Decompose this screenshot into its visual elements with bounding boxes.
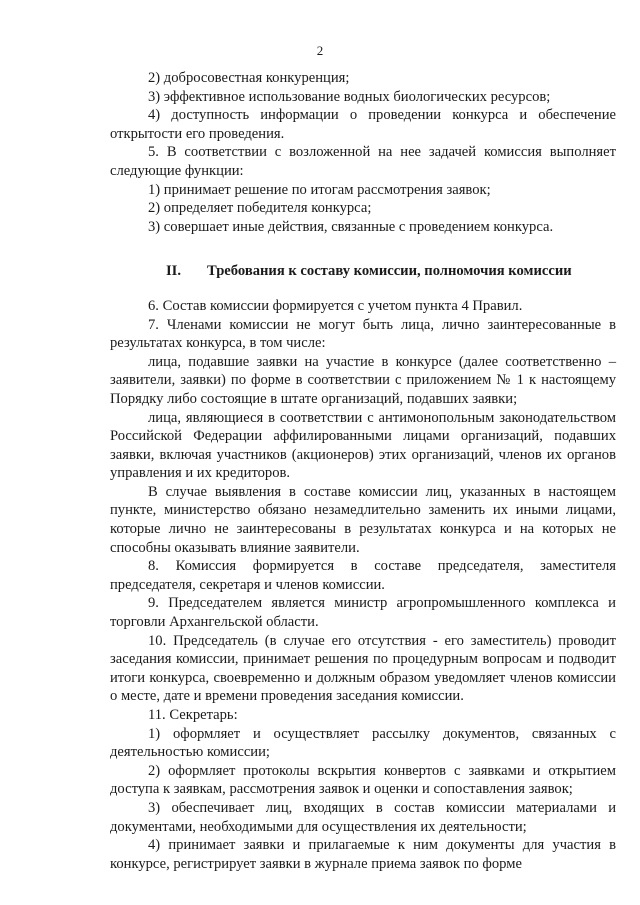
section-title: Требования к составу комиссии, полномочия комиссии — [207, 263, 572, 280]
page-number: 2 — [316, 43, 324, 58]
section-heading — [110, 262, 616, 281]
document-body — [110, 69, 616, 873]
paragraph: лица, являющиеся в соответствии с антимонопольным законодательством Российской Федерации аффилированными лицами организаций, подавших заявки, включая участников (акционеров) этих организаций, членов их органов управления и их кредиторов. — [110, 409, 616, 482]
paragraph: 6. Состав комиссии формируется с учетом пункта 4 Правил. — [148, 297, 523, 314]
paragraph: 3) совершает иные действия, связанные с проведением конкурса. — [148, 218, 554, 235]
paragraph: 4) доступность информации о проведении конкурса и обеспечение открытости его проведения. — [110, 107, 616, 142]
paragraph: 3) эффективное использование водных биологических ресурсов; — [148, 88, 551, 105]
paragraph: 3) обеспечивает лиц, входящих в состав комиссии материалами и документами, необходимыми для осуществления их деятельности; — [110, 799, 616, 835]
paragraph: 4) принимает заявки и прилагаемые к ним документы для участия в конкурсе, регистрирует заявки в журнале приема заявок по форме — [110, 837, 616, 872]
paragraph: 8. Комиссия формируется в составе председателя, заместителя председателя, секретаря и членов комиссии. — [110, 558, 616, 593]
paragraph: 10. Председатель (в случае его отсутствия - его заместитель) проводит заседания комиссии, принимает решения по процедурным вопросам и подводит итоги конкурса, своевременно и должным образом уведомляет членов комиссии о месте, дате и времени проведения заседания комиссии. — [110, 632, 616, 705]
paragraph: 5. В соответствии с возложенной на нее задачей комиссия выполняет следующие функции: — [110, 144, 616, 179]
paragraph: 9. Председателем является министр агропромышленного комплекса и торговли Архангельской области. — [110, 595, 616, 631]
paragraph: 1) принимает решение по итогам рассмотрения заявок; — [148, 181, 491, 198]
paragraph: 11. Секретарь: — [148, 707, 238, 723]
paragraph: В случае выявления в составе комиссии лиц, указанных в настоящем пункте, министерство обязано незамедлительно заменить их иными лицами, которые лично не заинтересованы в результатах конкурса и на которых не способны оказывать влияние заявители. — [110, 483, 616, 556]
paragraph: 1) оформляет и осуществляет рассылку документов, связанных с деятельностью комиссии; — [110, 725, 616, 761]
paragraph: лица, подавшие заявки на участие в конкурсе (далее соответственно – заявители, заявки) по форме в соответствии с приложением № 1 к настоящему Порядку либо состоящие в штате организаций, подавших заявки; — [110, 353, 616, 407]
section-number: II. — [166, 263, 182, 280]
paragraph: 2) добросовестная конкуренция; — [148, 70, 350, 86]
paragraph: 2) определяет победителя конкурса; — [148, 200, 372, 217]
paragraph: 2) оформляет протоколы вскрытия конвертов с заявками и открытием доступа к заявкам, рассмотрения заявок и оценки и сопоставления заявок; — [110, 762, 616, 798]
paragraph: 7. Членами комиссии не могут быть лица, лично заинтересованные в результатах конкурса, в том числе: — [110, 316, 616, 352]
